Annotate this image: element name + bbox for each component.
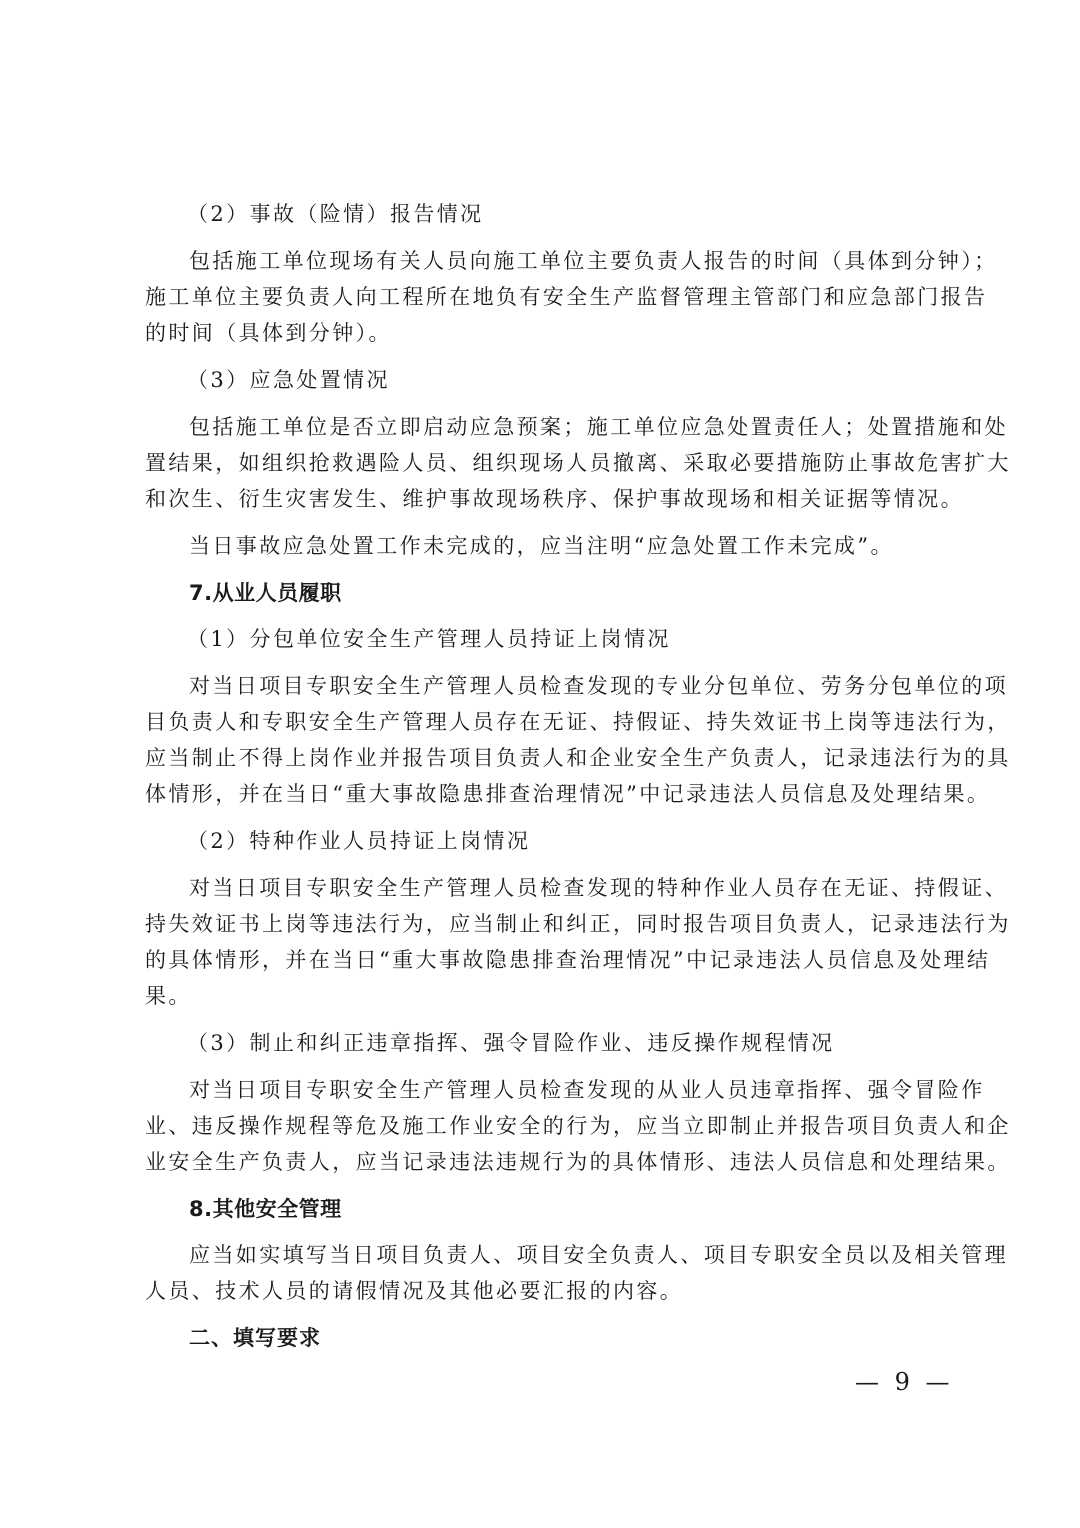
paragraph-other-safety [145,1237,1008,1309]
paragraph-line: 业安全生产负责人，应当记录违法违规行为的具体情形、违法人员信息和处理结果。 [145,1150,1011,1174]
paragraph-line: 目负责人和专职安全生产管理人员存在无证、持假证、持失效证书上岗等违法行为， [145,710,1011,734]
heading-other-safety: 8.其他安全管理 [189,1197,342,1221]
paragraph-line: 持失效证书上岗等违法行为，应当制止和纠正，同时报告项目负责人，记录违法行为 [145,912,1011,936]
document-page [145,196,1011,1356]
paragraph-line: 人员、技术人员的请假情况及其他必要汇报的内容。 [145,1279,684,1303]
paragraph-line: 置结果，如组织抢救遇险人员、组织现场人员撤离、采取必要措施防止事故危害扩大 [145,451,1011,475]
paragraph-special-operations [145,870,1011,1014]
paragraph-line: 业、违反操作规程等危及施工作业安全的行为，应当立即制止并报告项目负责人和企 [145,1114,1011,1138]
subheading-subcontractor-certification: （1）分包单位安全生产管理人员持证上岗情况 [187,627,671,651]
heading-personnel-duties: 7.从业人员履职 [189,581,342,605]
subheading-accident-report: （2）事故（险情）报告情况 [187,202,484,226]
paragraph-line: 对当日项目专职安全生产管理人员检查发现的特种作业人员存在无证、持假证、 [189,876,1008,900]
paragraph-line: 对当日项目专职安全生产管理人员检查发现的从业人员违章指挥、强令冒险作 [189,1078,985,1102]
section-heading-requirements: 二、填写要求 [189,1326,321,1350]
paragraph-line: 对当日项目专职安全生产管理人员检查发现的专业分包单位、劳务分包单位的项 [189,674,1008,698]
paragraph-line: 和次生、衍生灾害发生、维护事故现场秩序、保护事故现场和相关证据等情况。 [145,487,964,511]
paragraph-unfinished [145,528,945,564]
subheading-special-operations: （2）特种作业人员持证上岗情况 [187,829,531,853]
paragraph-subcontractor-certification [145,668,1011,812]
paragraph-violations [145,1072,1011,1180]
paragraph-line: 应当制止不得上岗作业并报告项目负责人和企业安全生产负责人，记录违法行为的具 [145,746,1011,770]
paragraph-line: 包括施工单位是否立即启动应急预案；施工单位应急处置责任人；处置措施和处 [189,415,1008,439]
paragraph-line: 当日事故应急处置工作未完成的，应当注明“应急处置工作未完成”。 [189,534,894,558]
paragraph-line: 包括施工单位现场有关人员向施工单位主要负责人报告的时间（具体到分钟）； [189,249,998,273]
paragraph-line: 施工单位主要负责人向工程所在地负有安全生产监督管理主管部门和应急部门报告 [145,285,988,309]
paragraph-emergency [145,409,1011,517]
paragraph-line: 的时间（具体到分钟）。 [145,321,392,345]
subheading-violations: （3）制止和纠正违章指挥、强令冒险作业、违反操作规程情况 [187,1031,835,1055]
paragraph-line: 果。 [145,984,192,1008]
paragraph-line: 的具体情形，并在当日“重大事故隐患排查治理情况”中记录违法人员信息及处理结 [145,948,991,972]
subheading-emergency: （3）应急处置情况 [187,368,390,392]
paragraph-line: 体情形，并在当日“重大事故隐患排查治理情况”中记录违法人员信息及处理结果。 [145,782,991,806]
paragraph-line: 应当如实填写当日项目负责人、项目安全负责人、项目专职安全员以及相关管理 [189,1243,1008,1267]
page-number: — 9 — [855,1368,954,1396]
paragraph-accident-report [145,243,998,351]
